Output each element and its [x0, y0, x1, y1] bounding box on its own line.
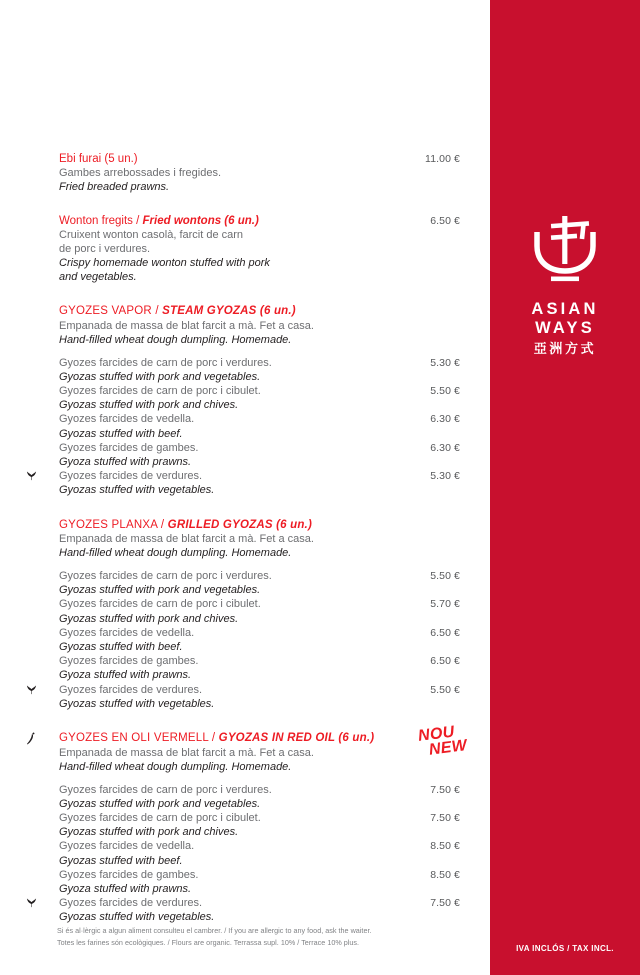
list-item: [26, 868, 460, 896]
variant-price: 8.50 €: [430, 840, 460, 853]
section-heading-en: GRILLED GYOZAS (6 un.): [167, 518, 312, 531]
variant-name-ca: Gyozes farcides de verdures.: [59, 897, 203, 910]
variant-name-en: Gyozas stuffed with pork and vegetables.: [59, 797, 261, 810]
item-title-ca: Ebi furai (5 un.): [59, 153, 138, 165]
marker-slot: [26, 683, 59, 699]
marker-slot: [26, 152, 59, 153]
variant-name-en: Gyozas stuffed with beef.: [59, 427, 183, 440]
allergen-footer-note: [57, 925, 457, 948]
marker-slot: [26, 441, 59, 442]
marker-slot: [26, 597, 59, 598]
section-desc-ca: Empanada de massa de blat farcit a mà. Fet a casa.: [59, 533, 314, 546]
menu-section-steam-gyozas: [26, 304, 460, 498]
variant-name-ca: Gyozes farcides de vedella.: [59, 840, 195, 853]
list-item: [26, 569, 460, 597]
variant-name-en: Gyozas stuffed with vegetables.: [59, 697, 215, 710]
marker-slot: [26, 839, 59, 840]
variant-name-en: Gyozas stuffed with vegetables.: [59, 484, 215, 497]
marker-slot: [26, 356, 59, 357]
variant-name-ca: Gyozes farcides de vedella.: [59, 413, 195, 426]
item-desc-en-line2: and vegetables.: [59, 271, 137, 283]
variant-price: 7.50 €: [430, 783, 460, 796]
brand-name-line2: WAYS: [535, 319, 595, 337]
section-desc-ca: Empanada de massa de blat farcit a mà. Fet a casa.: [59, 319, 314, 332]
item-title: [59, 214, 398, 228]
bowl-chopsticks-logo-icon: [529, 212, 601, 286]
variant-price: 6.30 €: [430, 413, 460, 426]
section-heading-sep: /: [151, 305, 163, 317]
variant-name-ca: Gyozes farcides de carn de porc i cibulet.: [59, 598, 261, 611]
marker-slot: [26, 626, 59, 627]
vegetarian-leaf-icon: [26, 470, 37, 481]
variant-name-en: Gyozas stuffed with pork and chives.: [59, 612, 239, 625]
list-item: [26, 811, 460, 839]
variant-name-ca: Gyozes farcides de carn de porc i verdures.: [59, 783, 272, 796]
variant-name-ca: Gyozes farcides de gambes.: [59, 441, 199, 454]
variant-name-ca: Gyozes farcides de gambes.: [59, 868, 199, 881]
marker-slot: [26, 896, 59, 912]
variant-name-en: Gyoza stuffed with prawns.: [59, 882, 192, 895]
item-desc-en: Fried breaded prawns.: [59, 181, 170, 193]
marker-slot: [26, 384, 59, 385]
variant-name-en: Gyozas stuffed with beef.: [59, 641, 183, 654]
brand-logo: [490, 212, 640, 359]
section-heading-ca: GYOZES EN OLI VERMELL: [59, 732, 209, 745]
list-item: [26, 597, 460, 625]
footer-line-1: Si és al·lèrgic a algun aliment consulteu el cambrer. / If you are allergic to any food, ask the waiter.: [57, 926, 372, 935]
variant-name-ca: Gyozes farcides de carn de porc i verdures.: [59, 356, 272, 369]
list-item: [26, 683, 460, 711]
section-heading: [59, 304, 460, 319]
section-desc-en: Hand-filled wheat dough dumpling. Homemade.: [59, 547, 292, 560]
variant-name-ca: Gyozes farcides de vedella.: [59, 626, 195, 639]
variant-price: 8.50 €: [430, 868, 460, 881]
variant-name-ca: Gyozes farcides de carn de porc i verdures.: [59, 570, 272, 583]
section-desc-en: Hand-filled wheat dough dumpling. Homemade.: [59, 760, 292, 773]
variant-name-en: Gyoza stuffed with prawns.: [59, 455, 192, 468]
brand-sidebar: [490, 0, 640, 975]
menu-section-grilled-gyozas: [26, 518, 460, 712]
variant-name-en: Gyozas stuffed with pork and chives.: [59, 399, 239, 412]
tax-included-note: IVA INCLÓS / TAX INCL.: [516, 944, 614, 953]
section-heading: [59, 518, 460, 533]
variant-price: 5.30 €: [430, 470, 460, 483]
variant-name-en: Gyozas stuffed with pork and chives.: [59, 826, 239, 839]
marker-slot: [26, 731, 59, 749]
brand-name-line1: ASIAN: [531, 300, 599, 318]
item-desc-ca-line2: de porc i verdures.: [59, 243, 151, 255]
variant-price: 5.70 €: [430, 598, 460, 611]
list-item: [26, 654, 460, 682]
marker-slot: [26, 654, 59, 655]
item-desc-en-line1: Crispy homemade wonton stuffed with pork: [59, 257, 270, 269]
marker-slot: [26, 412, 59, 413]
menu-section-red-oil-gyozas: [26, 723, 468, 925]
marker-slot: [26, 214, 59, 215]
variant-price: 6.50 €: [430, 655, 460, 668]
variant-name-ca: Gyozes farcides de verdures.: [59, 683, 203, 696]
section-heading-en: GYOZAS IN RED OIL (6 un.): [218, 732, 375, 745]
list-item: [26, 783, 460, 811]
item-title-sep: /: [132, 215, 143, 227]
variant-name-ca: Gyozes farcides de gambes.: [59, 655, 199, 668]
variant-name-ca: Gyozes farcides de verdures.: [59, 470, 203, 483]
list-item: [26, 412, 460, 440]
variant-price: 5.50 €: [430, 570, 460, 583]
section-heading-sep: /: [157, 518, 168, 531]
variant-price: 7.50 €: [430, 897, 460, 910]
new-badge-line1: NOU: [416, 723, 456, 745]
list-item: [26, 626, 460, 654]
variant-name-en: Gyozas stuffed with pork and vegetables.: [59, 584, 261, 597]
section-heading-ca: GYOZES PLANXA: [59, 518, 158, 531]
marker-slot: [26, 569, 59, 570]
variant-name-en: Gyozas stuffed with beef.: [59, 854, 183, 867]
footer-line-2: Totes les farines són ecològiques. / Flours are organic. Terrassa supl. 10% / Terrace 10% plus.: [57, 937, 360, 947]
item-title: [59, 152, 398, 166]
section-heading-en: STEAM GYOZAS (6 un.): [162, 305, 296, 317]
list-item: [26, 839, 460, 867]
vegetarian-leaf-icon: [26, 897, 37, 908]
section-desc-en: Hand-filled wheat dough dumpling. Homemade.: [59, 333, 292, 346]
new-badge: [417, 723, 468, 759]
variant-name-en: Gyozas stuffed with pork and vegetables.: [59, 370, 261, 383]
menu-item-ebi-furai: [26, 152, 460, 194]
variant-price: 6.30 €: [430, 441, 460, 454]
item-price: 11.00 €: [425, 153, 460, 165]
marker-slot: [26, 518, 59, 519]
variant-name-ca: Gyozes farcides de carn de porc i cibulet.: [59, 811, 261, 824]
item-desc-ca: Gambes arrebossades i fregides.: [59, 167, 222, 179]
section-heading-ca: GYOZES VAPOR: [59, 305, 152, 317]
marker-slot: [26, 783, 59, 784]
variant-name-en: Gyozas stuffed with vegetables.: [59, 911, 215, 924]
list-item: [26, 896, 460, 924]
new-badge-line2: NEW: [427, 737, 468, 759]
variant-price: 7.50 €: [430, 811, 460, 824]
list-item: [26, 356, 460, 384]
variant-price: 6.50 €: [430, 626, 460, 639]
section-heading: [59, 731, 460, 746]
item-desc-ca-line1: Cruixent wonton casolà, farcit de carn: [59, 229, 244, 241]
variant-name-en: Gyoza stuffed with prawns.: [59, 669, 192, 682]
list-item: [26, 384, 460, 412]
section-heading-sep: /: [208, 732, 219, 745]
marker-slot: [26, 469, 59, 485]
variant-name-ca: Gyozes farcides de carn de porc i cibulet.: [59, 384, 261, 397]
marker-slot: [26, 868, 59, 869]
item-title-ca: Wonton fregits: [59, 215, 133, 227]
marker-slot: [26, 811, 59, 812]
vegetarian-leaf-icon: [26, 684, 37, 695]
menu-item-wonton-fregits: [26, 214, 460, 284]
list-item: [26, 441, 460, 469]
menu-items-container: [26, 152, 468, 925]
variant-price: 5.30 €: [430, 356, 460, 369]
variant-price: 5.50 €: [430, 384, 460, 397]
marker-slot: [26, 304, 59, 305]
variant-price: 5.50 €: [430, 683, 460, 696]
item-price: 6.50 €: [430, 215, 460, 227]
brand-name-chinese: 亞洲方式: [533, 342, 597, 357]
section-desc-ca: Empanada de massa de blat farcit a mà. Fet a casa.: [59, 746, 314, 759]
list-item: [26, 469, 460, 497]
item-title-en: Fried wontons (6 un.): [142, 215, 259, 227]
spicy-chili-icon: [26, 732, 36, 745]
